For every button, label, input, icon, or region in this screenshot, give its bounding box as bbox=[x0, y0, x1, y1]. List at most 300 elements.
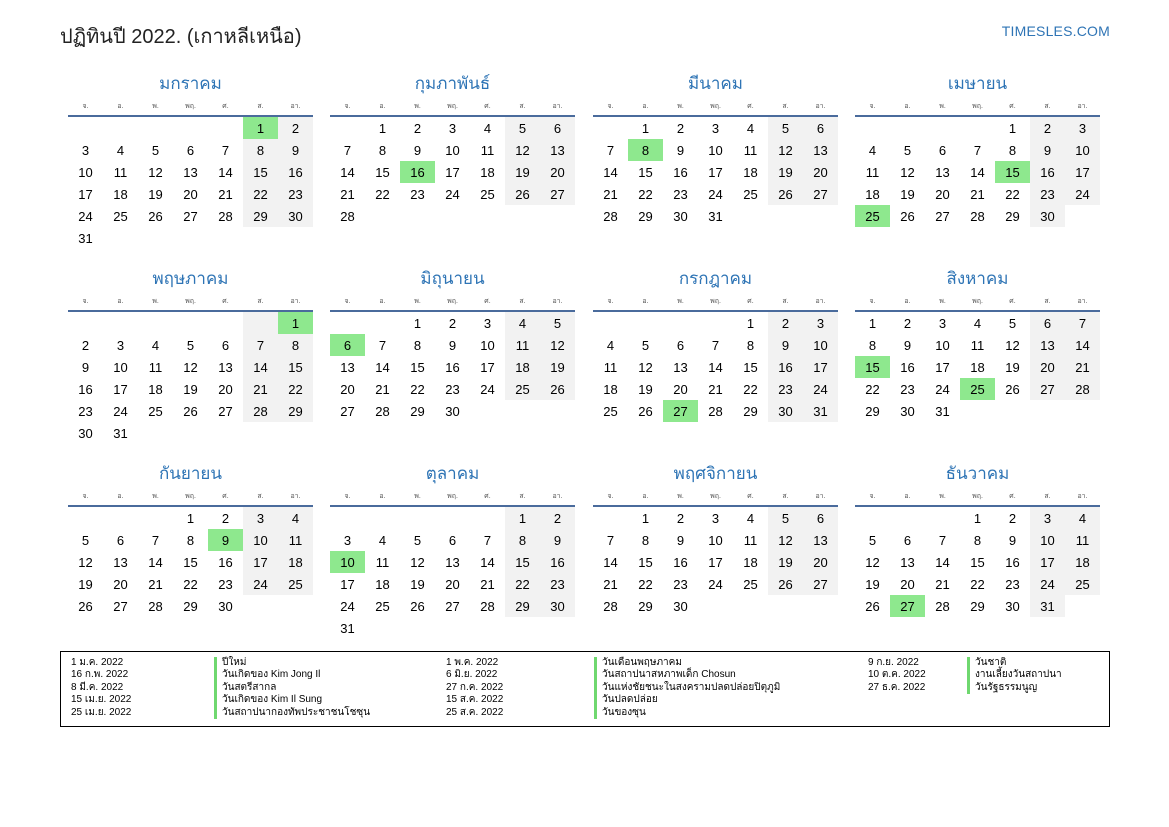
day-cell[interactable]: 2 bbox=[540, 507, 575, 529]
day-cell[interactable]: 31 bbox=[708, 208, 723, 224]
day-cell[interactable]: 24 bbox=[803, 378, 838, 400]
day-cell[interactable]: 10 bbox=[708, 532, 723, 548]
day-cell[interactable]: 22 bbox=[410, 381, 425, 397]
day-cell[interactable]: 28 bbox=[375, 403, 390, 419]
day-cell[interactable]: 6 bbox=[903, 532, 912, 548]
day-cell[interactable]: 21 bbox=[1065, 356, 1100, 378]
day-cell[interactable]: 7 bbox=[221, 142, 230, 158]
day-cell[interactable]: 30 bbox=[78, 425, 93, 441]
day-cell[interactable]: 29 bbox=[410, 403, 425, 419]
day-cell[interactable]: 27 bbox=[113, 598, 128, 614]
day-cell[interactable]: 30 bbox=[673, 598, 688, 614]
day-cell[interactable]: 9 bbox=[1030, 139, 1065, 161]
day-cell[interactable]: 31 bbox=[78, 230, 93, 246]
day-cell[interactable]: 17 bbox=[803, 356, 838, 378]
day-cell[interactable]: 15 bbox=[743, 359, 758, 375]
day-cell[interactable]: 28 bbox=[243, 400, 278, 422]
day-cell[interactable]: 18 bbox=[603, 381, 618, 397]
day-cell[interactable]: 19 bbox=[768, 551, 803, 573]
day-cell[interactable]: 8 bbox=[413, 337, 422, 353]
day-cell[interactable]: 22 bbox=[638, 186, 653, 202]
day-cell[interactable]: 23 bbox=[278, 183, 313, 205]
day-cell[interactable]: 4 bbox=[483, 120, 492, 136]
day-cell[interactable]: 6 bbox=[803, 117, 838, 139]
day-cell[interactable]: 26 bbox=[900, 208, 915, 224]
day-cell[interactable]: 17 bbox=[708, 164, 723, 180]
day-cell[interactable]: 19 bbox=[1005, 359, 1020, 375]
day-cell[interactable]: 23 bbox=[78, 403, 93, 419]
day-cell[interactable]: 24 bbox=[1065, 183, 1100, 205]
day-cell[interactable]: 15 bbox=[638, 164, 653, 180]
day-cell[interactable]: 16 bbox=[900, 359, 915, 375]
day-cell[interactable]: 14 bbox=[375, 359, 390, 375]
day-cell[interactable]: 10 bbox=[330, 551, 365, 573]
day-cell[interactable]: 1 bbox=[186, 510, 195, 526]
day-cell[interactable]: 17 bbox=[340, 576, 355, 592]
day-cell[interactable]: 19 bbox=[505, 161, 540, 183]
day-cell[interactable]: 14 bbox=[340, 164, 355, 180]
day-cell[interactable]: 15 bbox=[410, 359, 425, 375]
day-cell[interactable]: 5 bbox=[81, 532, 90, 548]
day-cell[interactable]: 11 bbox=[278, 529, 313, 551]
day-cell[interactable]: 7 bbox=[243, 334, 278, 356]
day-cell[interactable]: 8 bbox=[186, 532, 195, 548]
day-cell[interactable]: 1 bbox=[868, 315, 877, 331]
day-cell[interactable]: 3 bbox=[483, 315, 492, 331]
day-cell[interactable]: 9 bbox=[768, 334, 803, 356]
day-cell[interactable]: 5 bbox=[151, 142, 160, 158]
day-cell[interactable]: 19 bbox=[540, 356, 575, 378]
day-cell[interactable]: 4 bbox=[378, 532, 387, 548]
day-cell[interactable]: 2 bbox=[81, 337, 90, 353]
day-cell[interactable]: 27 bbox=[803, 573, 838, 595]
day-cell[interactable]: 3 bbox=[711, 510, 720, 526]
day-cell[interactable]: 22 bbox=[183, 576, 198, 592]
day-cell[interactable]: 30 bbox=[768, 400, 803, 422]
day-cell[interactable]: 10 bbox=[113, 359, 128, 375]
day-cell[interactable]: 11 bbox=[865, 164, 880, 180]
day-cell[interactable]: 7 bbox=[151, 532, 160, 548]
day-cell[interactable]: 26 bbox=[540, 378, 575, 400]
day-cell[interactable]: 17 bbox=[480, 359, 495, 375]
day-cell[interactable]: 4 bbox=[606, 337, 615, 353]
day-cell[interactable]: 26 bbox=[78, 598, 93, 614]
day-cell[interactable]: 9 bbox=[81, 359, 90, 375]
day-cell[interactable]: 27 bbox=[445, 598, 460, 614]
day-cell[interactable]: 19 bbox=[865, 576, 880, 592]
day-cell[interactable]: 24 bbox=[340, 598, 355, 614]
day-cell[interactable]: 19 bbox=[78, 576, 93, 592]
day-cell[interactable]: 1 bbox=[243, 117, 278, 139]
day-cell[interactable]: 21 bbox=[603, 186, 618, 202]
day-cell[interactable]: 11 bbox=[743, 142, 758, 158]
day-cell[interactable]: 16 bbox=[400, 161, 435, 183]
day-cell[interactable]: 4 bbox=[746, 120, 755, 136]
day-cell[interactable]: 6 bbox=[448, 532, 457, 548]
day-cell[interactable]: 20 bbox=[218, 381, 233, 397]
day-cell[interactable]: 21 bbox=[480, 576, 495, 592]
day-cell[interactable]: 10 bbox=[243, 529, 278, 551]
day-cell[interactable]: 13 bbox=[900, 554, 915, 570]
day-cell[interactable]: 30 bbox=[278, 205, 313, 227]
day-cell[interactable]: 18 bbox=[1065, 551, 1100, 573]
day-cell[interactable]: 27 bbox=[663, 400, 698, 422]
site-brand-link[interactable]: TIMESLES.COM bbox=[1001, 23, 1110, 39]
day-cell[interactable]: 3 bbox=[243, 507, 278, 529]
day-cell[interactable]: 16 bbox=[78, 381, 93, 397]
day-cell[interactable]: 9 bbox=[413, 142, 422, 158]
day-cell[interactable]: 17 bbox=[445, 164, 460, 180]
day-cell[interactable]: 19 bbox=[638, 381, 653, 397]
day-cell[interactable]: 16 bbox=[673, 164, 688, 180]
day-cell[interactable]: 5 bbox=[1008, 315, 1017, 331]
day-cell[interactable]: 1 bbox=[973, 510, 982, 526]
day-cell[interactable]: 5 bbox=[768, 507, 803, 529]
day-cell[interactable]: 23 bbox=[540, 573, 575, 595]
day-cell[interactable]: 24 bbox=[243, 573, 278, 595]
day-cell[interactable]: 26 bbox=[638, 403, 653, 419]
day-cell[interactable]: 27 bbox=[540, 183, 575, 205]
day-cell[interactable]: 20 bbox=[183, 186, 198, 202]
day-cell[interactable]: 15 bbox=[243, 161, 278, 183]
day-cell[interactable]: 25 bbox=[743, 576, 758, 592]
day-cell[interactable]: 10 bbox=[935, 337, 950, 353]
day-cell[interactable]: 15 bbox=[995, 161, 1030, 183]
day-cell[interactable]: 31 bbox=[935, 403, 950, 419]
day-cell[interactable]: 17 bbox=[1030, 551, 1065, 573]
day-cell[interactable]: 20 bbox=[900, 576, 915, 592]
day-cell[interactable]: 23 bbox=[1005, 576, 1020, 592]
day-cell[interactable]: 13 bbox=[803, 139, 838, 161]
day-cell[interactable]: 26 bbox=[410, 598, 425, 614]
day-cell[interactable]: 11 bbox=[603, 359, 618, 375]
day-cell[interactable]: 17 bbox=[78, 186, 93, 202]
day-cell[interactable]: 22 bbox=[243, 183, 278, 205]
day-cell[interactable]: 26 bbox=[1005, 381, 1020, 397]
day-cell[interactable]: 23 bbox=[768, 378, 803, 400]
day-cell[interactable]: 21 bbox=[340, 186, 355, 202]
day-cell[interactable]: 26 bbox=[768, 573, 803, 595]
day-cell[interactable]: 8 bbox=[641, 532, 650, 548]
day-cell[interactable]: 11 bbox=[148, 359, 163, 375]
day-cell[interactable]: 14 bbox=[970, 164, 985, 180]
day-cell[interactable]: 5 bbox=[540, 312, 575, 334]
day-cell[interactable]: 13 bbox=[445, 554, 460, 570]
day-cell[interactable]: 29 bbox=[638, 598, 653, 614]
day-cell[interactable]: 4 bbox=[973, 315, 982, 331]
day-cell[interactable]: 18 bbox=[278, 551, 313, 573]
day-cell[interactable]: 30 bbox=[1030, 205, 1065, 227]
day-cell[interactable]: 18 bbox=[375, 576, 390, 592]
day-cell[interactable]: 11 bbox=[505, 334, 540, 356]
day-cell[interactable]: 2 bbox=[768, 312, 803, 334]
day-cell[interactable]: 28 bbox=[148, 598, 163, 614]
day-cell[interactable]: 3 bbox=[81, 142, 90, 158]
day-cell[interactable]: 21 bbox=[935, 576, 950, 592]
day-cell[interactable]: 31 bbox=[113, 425, 128, 441]
day-cell[interactable]: 4 bbox=[151, 337, 160, 353]
day-cell[interactable]: 24 bbox=[113, 403, 128, 419]
day-cell[interactable]: 3 bbox=[1065, 117, 1100, 139]
day-cell[interactable]: 3 bbox=[116, 337, 125, 353]
day-cell[interactable]: 14 bbox=[708, 359, 723, 375]
day-cell[interactable]: 27 bbox=[183, 208, 198, 224]
day-cell[interactable]: 21 bbox=[218, 186, 233, 202]
day-cell[interactable]: 28 bbox=[935, 598, 950, 614]
day-cell[interactable]: 16 bbox=[768, 356, 803, 378]
day-cell[interactable]: 10 bbox=[1065, 139, 1100, 161]
day-cell[interactable]: 2 bbox=[278, 117, 313, 139]
day-cell[interactable]: 1 bbox=[278, 312, 313, 334]
day-cell[interactable]: 10 bbox=[480, 337, 495, 353]
day-cell[interactable]: 20 bbox=[113, 576, 128, 592]
day-cell[interactable]: 6 bbox=[221, 337, 230, 353]
day-cell[interactable]: 12 bbox=[1005, 337, 1020, 353]
day-cell[interactable]: 5 bbox=[903, 142, 912, 158]
day-cell[interactable]: 29 bbox=[1005, 208, 1020, 224]
day-cell[interactable]: 7 bbox=[343, 142, 352, 158]
day-cell[interactable]: 26 bbox=[505, 183, 540, 205]
day-cell[interactable]: 23 bbox=[673, 576, 688, 592]
day-cell[interactable]: 24 bbox=[708, 186, 723, 202]
day-cell[interactable]: 7 bbox=[973, 142, 982, 158]
day-cell[interactable]: 15 bbox=[505, 551, 540, 573]
day-cell[interactable]: 11 bbox=[970, 337, 985, 353]
day-cell[interactable]: 18 bbox=[148, 381, 163, 397]
day-cell[interactable]: 31 bbox=[1030, 595, 1065, 617]
day-cell[interactable]: 29 bbox=[278, 400, 313, 422]
day-cell[interactable]: 28 bbox=[218, 208, 233, 224]
day-cell[interactable]: 7 bbox=[938, 532, 947, 548]
day-cell[interactable]: 5 bbox=[768, 117, 803, 139]
day-cell[interactable]: 24 bbox=[445, 186, 460, 202]
day-cell[interactable]: 2 bbox=[676, 510, 685, 526]
day-cell[interactable]: 14 bbox=[243, 356, 278, 378]
day-cell[interactable]: 19 bbox=[148, 186, 163, 202]
day-cell[interactable]: 2 bbox=[1030, 117, 1065, 139]
day-cell[interactable]: 26 bbox=[865, 598, 880, 614]
day-cell[interactable]: 23 bbox=[1030, 183, 1065, 205]
day-cell[interactable]: 13 bbox=[1030, 334, 1065, 356]
day-cell[interactable]: 11 bbox=[743, 532, 758, 548]
day-cell[interactable]: 29 bbox=[638, 208, 653, 224]
day-cell[interactable]: 15 bbox=[375, 164, 390, 180]
day-cell[interactable]: 9 bbox=[540, 529, 575, 551]
day-cell[interactable]: 9 bbox=[208, 529, 243, 551]
day-cell[interactable]: 25 bbox=[505, 378, 540, 400]
day-cell[interactable]: 7 bbox=[378, 337, 387, 353]
day-cell[interactable]: 5 bbox=[186, 337, 195, 353]
day-cell[interactable]: 26 bbox=[183, 403, 198, 419]
day-cell[interactable]: 21 bbox=[243, 378, 278, 400]
day-cell[interactable]: 4 bbox=[116, 142, 125, 158]
day-cell[interactable]: 28 bbox=[1065, 378, 1100, 400]
day-cell[interactable]: 31 bbox=[803, 400, 838, 422]
day-cell[interactable]: 29 bbox=[183, 598, 198, 614]
day-cell[interactable]: 7 bbox=[606, 142, 615, 158]
day-cell[interactable]: 5 bbox=[413, 532, 422, 548]
day-cell[interactable]: 5 bbox=[868, 532, 877, 548]
day-cell[interactable]: 16 bbox=[278, 161, 313, 183]
day-cell[interactable]: 30 bbox=[1005, 598, 1020, 614]
day-cell[interactable]: 25 bbox=[603, 403, 618, 419]
day-cell[interactable]: 22 bbox=[505, 573, 540, 595]
day-cell[interactable]: 14 bbox=[603, 164, 618, 180]
day-cell[interactable]: 16 bbox=[540, 551, 575, 573]
day-cell[interactable]: 11 bbox=[113, 164, 128, 180]
day-cell[interactable]: 12 bbox=[865, 554, 880, 570]
day-cell[interactable]: 28 bbox=[970, 208, 985, 224]
day-cell[interactable]: 30 bbox=[218, 598, 233, 614]
day-cell[interactable]: 29 bbox=[970, 598, 985, 614]
day-cell[interactable]: 4 bbox=[1065, 507, 1100, 529]
day-cell[interactable]: 1 bbox=[641, 510, 650, 526]
day-cell[interactable]: 15 bbox=[855, 356, 890, 378]
day-cell[interactable]: 31 bbox=[340, 620, 355, 636]
day-cell[interactable]: 29 bbox=[243, 205, 278, 227]
day-cell[interactable]: 3 bbox=[1030, 507, 1065, 529]
day-cell[interactable]: 24 bbox=[78, 208, 93, 224]
day-cell[interactable]: 2 bbox=[903, 315, 912, 331]
day-cell[interactable]: 23 bbox=[900, 381, 915, 397]
day-cell[interactable]: 18 bbox=[113, 186, 128, 202]
day-cell[interactable]: 1 bbox=[746, 315, 755, 331]
day-cell[interactable]: 28 bbox=[708, 403, 723, 419]
day-cell[interactable]: 13 bbox=[540, 139, 575, 161]
day-cell[interactable]: 20 bbox=[935, 186, 950, 202]
day-cell[interactable]: 23 bbox=[445, 381, 460, 397]
day-cell[interactable]: 8 bbox=[628, 139, 663, 161]
day-cell[interactable]: 7 bbox=[483, 532, 492, 548]
day-cell[interactable]: 30 bbox=[540, 595, 575, 617]
day-cell[interactable]: 14 bbox=[480, 554, 495, 570]
day-cell[interactable]: 8 bbox=[378, 142, 387, 158]
day-cell[interactable]: 13 bbox=[183, 164, 198, 180]
day-cell[interactable]: 12 bbox=[183, 359, 198, 375]
day-cell[interactable]: 2 bbox=[221, 510, 230, 526]
day-cell[interactable]: 9 bbox=[448, 337, 457, 353]
day-cell[interactable]: 8 bbox=[973, 532, 982, 548]
day-cell[interactable]: 24 bbox=[1030, 573, 1065, 595]
day-cell[interactable]: 20 bbox=[673, 381, 688, 397]
day-cell[interactable]: 20 bbox=[540, 161, 575, 183]
day-cell[interactable]: 23 bbox=[410, 186, 425, 202]
day-cell[interactable]: 18 bbox=[970, 359, 985, 375]
day-cell[interactable]: 7 bbox=[606, 532, 615, 548]
day-cell[interactable]: 10 bbox=[78, 164, 93, 180]
day-cell[interactable]: 3 bbox=[711, 120, 720, 136]
day-cell[interactable]: 23 bbox=[218, 576, 233, 592]
day-cell[interactable]: 6 bbox=[540, 117, 575, 139]
day-cell[interactable]: 6 bbox=[186, 142, 195, 158]
day-cell[interactable]: 27 bbox=[890, 595, 925, 617]
day-cell[interactable]: 8 bbox=[1008, 142, 1017, 158]
day-cell[interactable]: 26 bbox=[768, 183, 803, 205]
day-cell[interactable]: 3 bbox=[448, 120, 457, 136]
day-cell[interactable]: 24 bbox=[480, 381, 495, 397]
day-cell[interactable]: 16 bbox=[445, 359, 460, 375]
day-cell[interactable]: 6 bbox=[676, 337, 685, 353]
day-cell[interactable]: 4 bbox=[278, 507, 313, 529]
day-cell[interactable]: 4 bbox=[868, 142, 877, 158]
day-cell[interactable]: 13 bbox=[673, 359, 688, 375]
day-cell[interactable]: 1 bbox=[505, 507, 540, 529]
day-cell[interactable]: 14 bbox=[603, 554, 618, 570]
day-cell[interactable]: 12 bbox=[148, 164, 163, 180]
day-cell[interactable]: 13 bbox=[340, 359, 355, 375]
day-cell[interactable]: 18 bbox=[480, 164, 495, 180]
day-cell[interactable]: 10 bbox=[708, 142, 723, 158]
day-cell[interactable]: 27 bbox=[1030, 378, 1065, 400]
day-cell[interactable]: 22 bbox=[638, 576, 653, 592]
day-cell[interactable]: 2 bbox=[1008, 510, 1017, 526]
day-cell[interactable]: 14 bbox=[1065, 334, 1100, 356]
day-cell[interactable]: 20 bbox=[803, 161, 838, 183]
day-cell[interactable]: 9 bbox=[903, 337, 912, 353]
day-cell[interactable]: 25 bbox=[113, 208, 128, 224]
day-cell[interactable]: 30 bbox=[900, 403, 915, 419]
day-cell[interactable]: 17 bbox=[1065, 161, 1100, 183]
day-cell[interactable]: 10 bbox=[1030, 529, 1065, 551]
day-cell[interactable]: 25 bbox=[743, 186, 758, 202]
day-cell[interactable]: 24 bbox=[708, 576, 723, 592]
day-cell[interactable]: 6 bbox=[330, 334, 365, 356]
day-cell[interactable]: 11 bbox=[480, 142, 495, 158]
day-cell[interactable]: 16 bbox=[1030, 161, 1065, 183]
day-cell[interactable]: 8 bbox=[278, 334, 313, 356]
day-cell[interactable]: 6 bbox=[1030, 312, 1065, 334]
day-cell[interactable]: 17 bbox=[708, 554, 723, 570]
day-cell[interactable]: 11 bbox=[375, 554, 390, 570]
day-cell[interactable]: 12 bbox=[540, 334, 575, 356]
day-cell[interactable]: 19 bbox=[900, 186, 915, 202]
day-cell[interactable]: 28 bbox=[480, 598, 495, 614]
day-cell[interactable]: 8 bbox=[868, 337, 877, 353]
day-cell[interactable]: 16 bbox=[218, 554, 233, 570]
day-cell[interactable]: 25 bbox=[148, 403, 163, 419]
day-cell[interactable]: 9 bbox=[676, 532, 685, 548]
day-cell[interactable]: 1 bbox=[378, 120, 387, 136]
day-cell[interactable]: 15 bbox=[638, 554, 653, 570]
day-cell[interactable]: 3 bbox=[803, 312, 838, 334]
day-cell[interactable]: 2 bbox=[676, 120, 685, 136]
day-cell[interactable]: 12 bbox=[768, 139, 803, 161]
day-cell[interactable]: 24 bbox=[935, 381, 950, 397]
day-cell[interactable]: 18 bbox=[743, 164, 758, 180]
day-cell[interactable]: 10 bbox=[445, 142, 460, 158]
day-cell[interactable]: 21 bbox=[375, 381, 390, 397]
day-cell[interactable]: 13 bbox=[218, 359, 233, 375]
day-cell[interactable]: 25 bbox=[480, 186, 495, 202]
day-cell[interactable]: 22 bbox=[743, 381, 758, 397]
day-cell[interactable]: 21 bbox=[708, 381, 723, 397]
day-cell[interactable]: 16 bbox=[1005, 554, 1020, 570]
day-cell[interactable]: 15 bbox=[183, 554, 198, 570]
day-cell[interactable]: 12 bbox=[78, 554, 93, 570]
day-cell[interactable]: 27 bbox=[803, 183, 838, 205]
day-cell[interactable]: 6 bbox=[116, 532, 125, 548]
day-cell[interactable]: 9 bbox=[278, 139, 313, 161]
day-cell[interactable]: 26 bbox=[148, 208, 163, 224]
day-cell[interactable]: 25 bbox=[278, 573, 313, 595]
day-cell[interactable]: 25 bbox=[960, 378, 995, 400]
day-cell[interactable]: 21 bbox=[603, 576, 618, 592]
day-cell[interactable]: 4 bbox=[505, 312, 540, 334]
day-cell[interactable]: 18 bbox=[505, 356, 540, 378]
day-cell[interactable]: 9 bbox=[1008, 532, 1017, 548]
day-cell[interactable]: 30 bbox=[445, 403, 460, 419]
day-cell[interactable]: 27 bbox=[340, 403, 355, 419]
